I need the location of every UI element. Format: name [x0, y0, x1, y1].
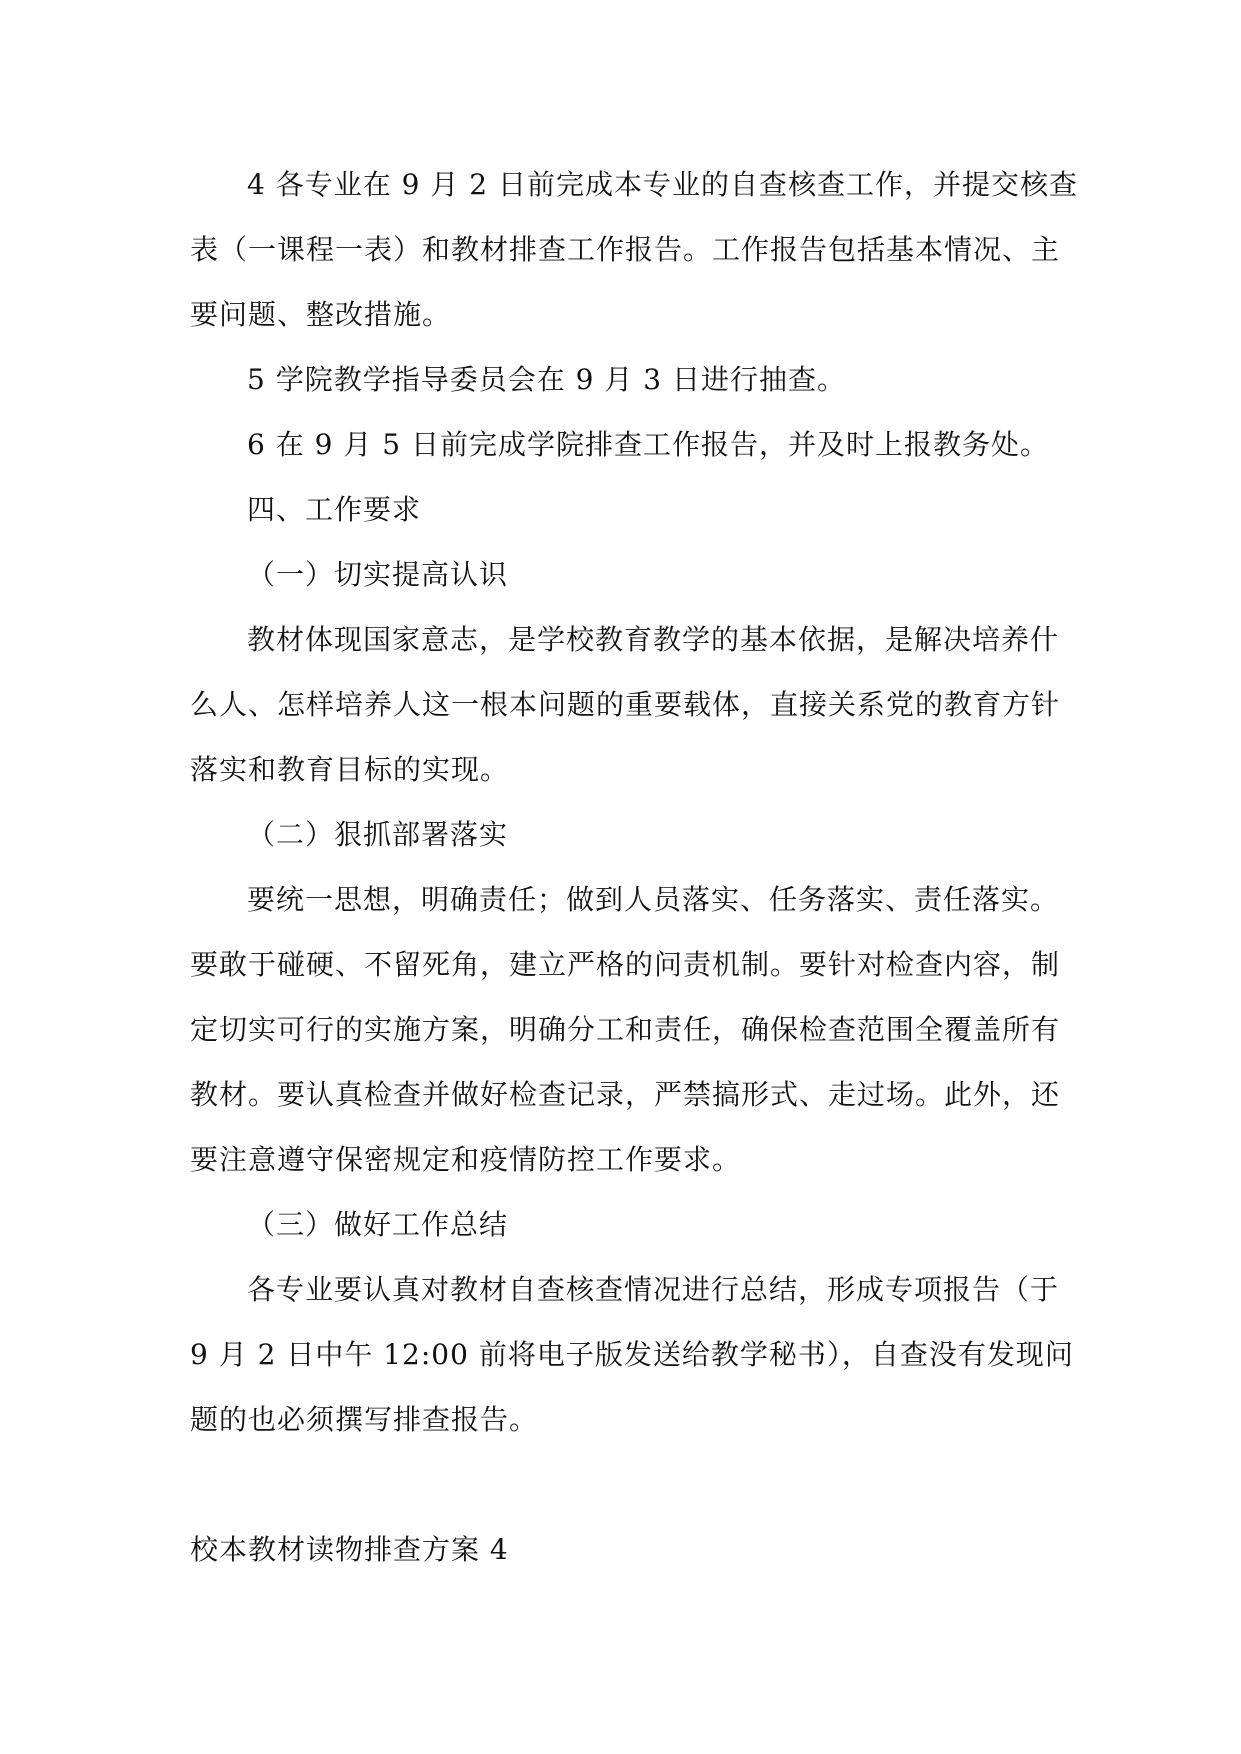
paragraph-line: 4 各专业在 9 月 2 日前完成本专业的自查核查工作，并提交核查 — [247, 168, 1078, 201]
subsection-heading: （二）狠抓部署落实 — [247, 818, 509, 851]
paragraph-line: 要问题、整改措施。 — [190, 298, 452, 331]
document-title: 校本教材读物排查方案 4 — [190, 1533, 509, 1566]
paragraph-line: 表（一课程一表）和教材排查工作报告。工作报告包括基本情况、主 — [190, 233, 1061, 266]
paragraph-line: 题的也必须撰写排查报告。 — [190, 1403, 539, 1436]
subsection-heading: （一）切实提高认识 — [247, 558, 509, 591]
paragraph-line: 各专业要认真对教材自查核查情况进行总结，形成专项报告（于 — [247, 1273, 1060, 1306]
paragraph-line: 要统一思想，明确责任；做到人员落实、任务落实、责任落实。 — [247, 883, 1060, 916]
paragraph-line: 么人、怎样培养人这一根本问题的重要载体，直接关系党的教育方针 — [190, 688, 1061, 721]
paragraph-line: 6 在 9 月 5 日前完成学院排查工作报告，并及时上报教务处。 — [247, 428, 1049, 461]
paragraph-line: 5 学院教学指导委员会在 9 月 3 日进行抽查。 — [247, 363, 846, 396]
paragraph-line: 定切实可行的实施方案，明确分工和责任，确保检查范围全覆盖所有 — [190, 1013, 1061, 1046]
paragraph-line: 要敢于碰硬、不留死角，建立严格的问责机制。要针对检查内容，制 — [190, 948, 1061, 981]
paragraph-line: 落实和教育目标的实现。 — [190, 753, 510, 786]
section-heading: 四、工作要求 — [247, 493, 422, 526]
subsection-heading: （三）做好工作总结 — [247, 1208, 509, 1241]
paragraph-line: 教材。要认真检查并做好检查记录，严禁搞形式、走过场。此外，还 — [190, 1078, 1061, 1111]
paragraph-line: 9 月 2 日中午 12:00 前将电子版发送给教学秘书），自查没有发现问 — [190, 1338, 1074, 1371]
paragraph-line: 教材体现国家意志，是学校教育教学的基本依据，是解决培养什 — [247, 623, 1060, 656]
paragraph-line: 要注意遵守保密规定和疫情防控工作要求。 — [190, 1143, 742, 1176]
